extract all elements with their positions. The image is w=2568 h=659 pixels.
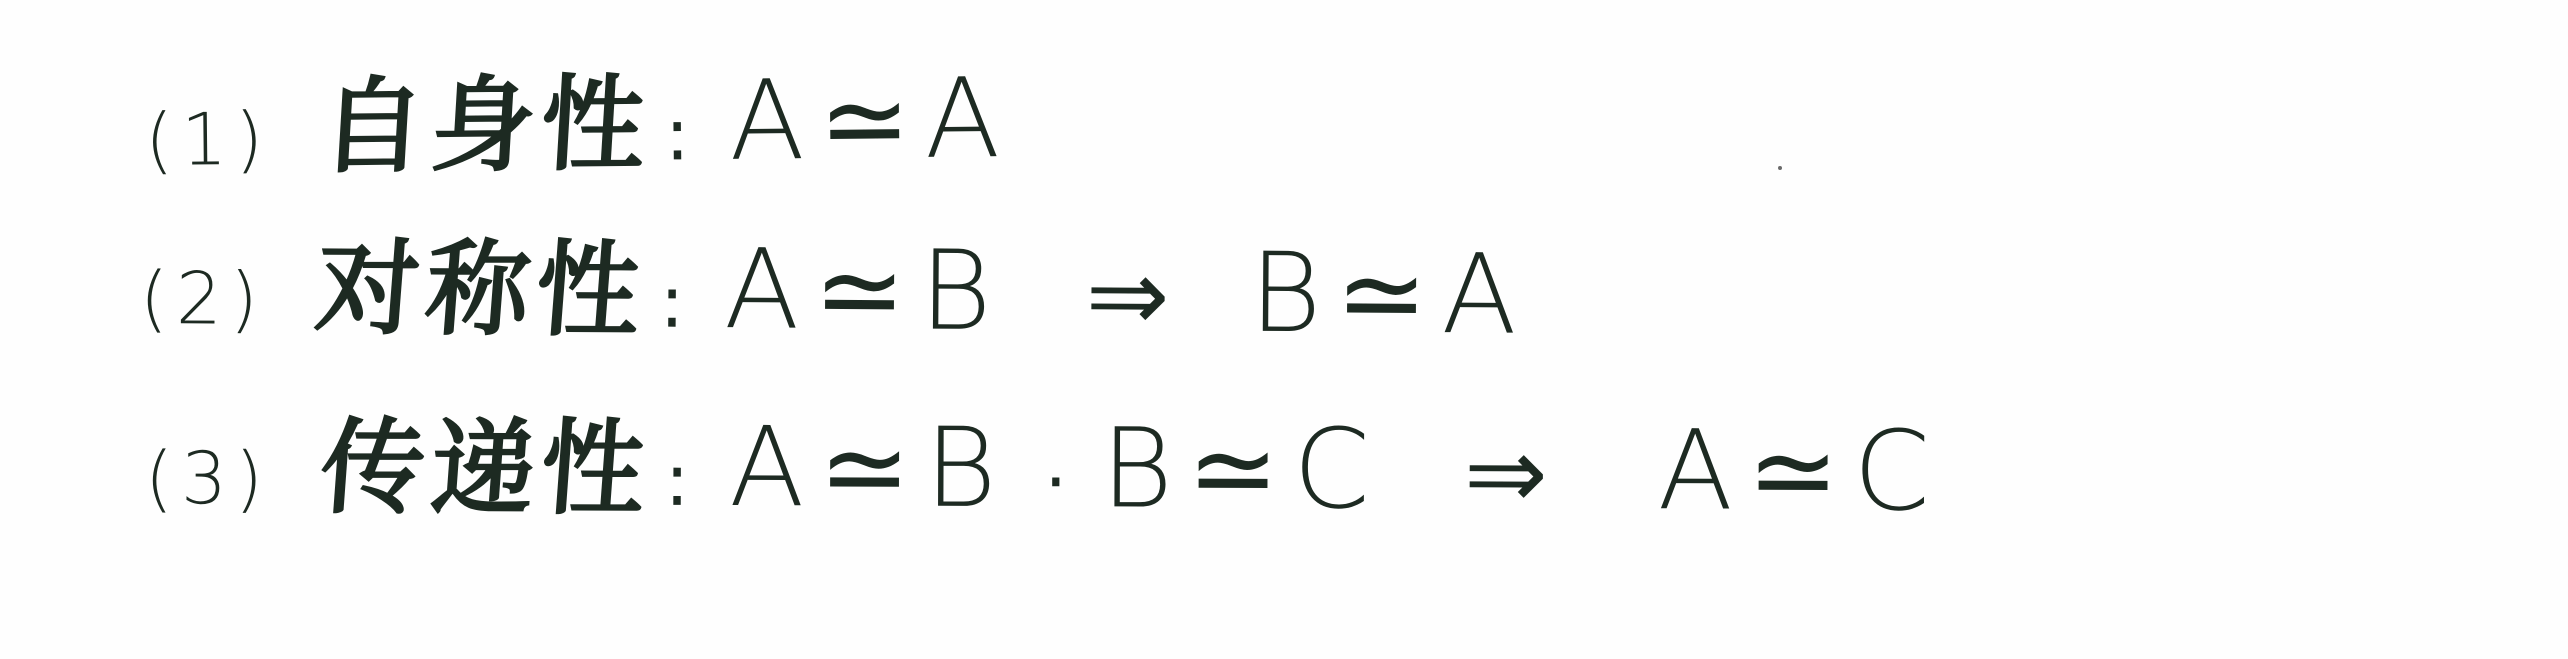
formula-premise: A≃A (728, 53, 1015, 185)
property-name: 对称性 (311, 227, 651, 352)
property-number: (3) (144, 436, 272, 521)
property-name: 传递性 (316, 406, 656, 530)
implies-arrow-icon: ⇒ (1463, 414, 1548, 532)
property-number: (2) (139, 256, 267, 341)
formula-conclusion: B≃A (1249, 228, 1532, 359)
separator-dot: · (1044, 441, 1068, 524)
ink-speck (1778, 166, 1782, 170)
property-line-symmetric (139, 225, 1532, 359)
colon: : (659, 259, 685, 344)
colon: : (664, 92, 690, 177)
property-line-transitive (144, 403, 1945, 536)
formula-premise-second: B≃C (1100, 404, 1385, 534)
property-number: (1) (144, 96, 272, 182)
formula-conclusion: A≃C (1657, 406, 1945, 536)
property-name: 自身性 (317, 62, 655, 189)
implies-arrow-icon: ⇒ (1085, 236, 1170, 355)
colon: : (664, 437, 690, 522)
property-line-reflexive (144, 53, 1015, 189)
formula-premise: A≃B (729, 403, 1011, 533)
formula-premise: A≃B (723, 225, 1007, 356)
